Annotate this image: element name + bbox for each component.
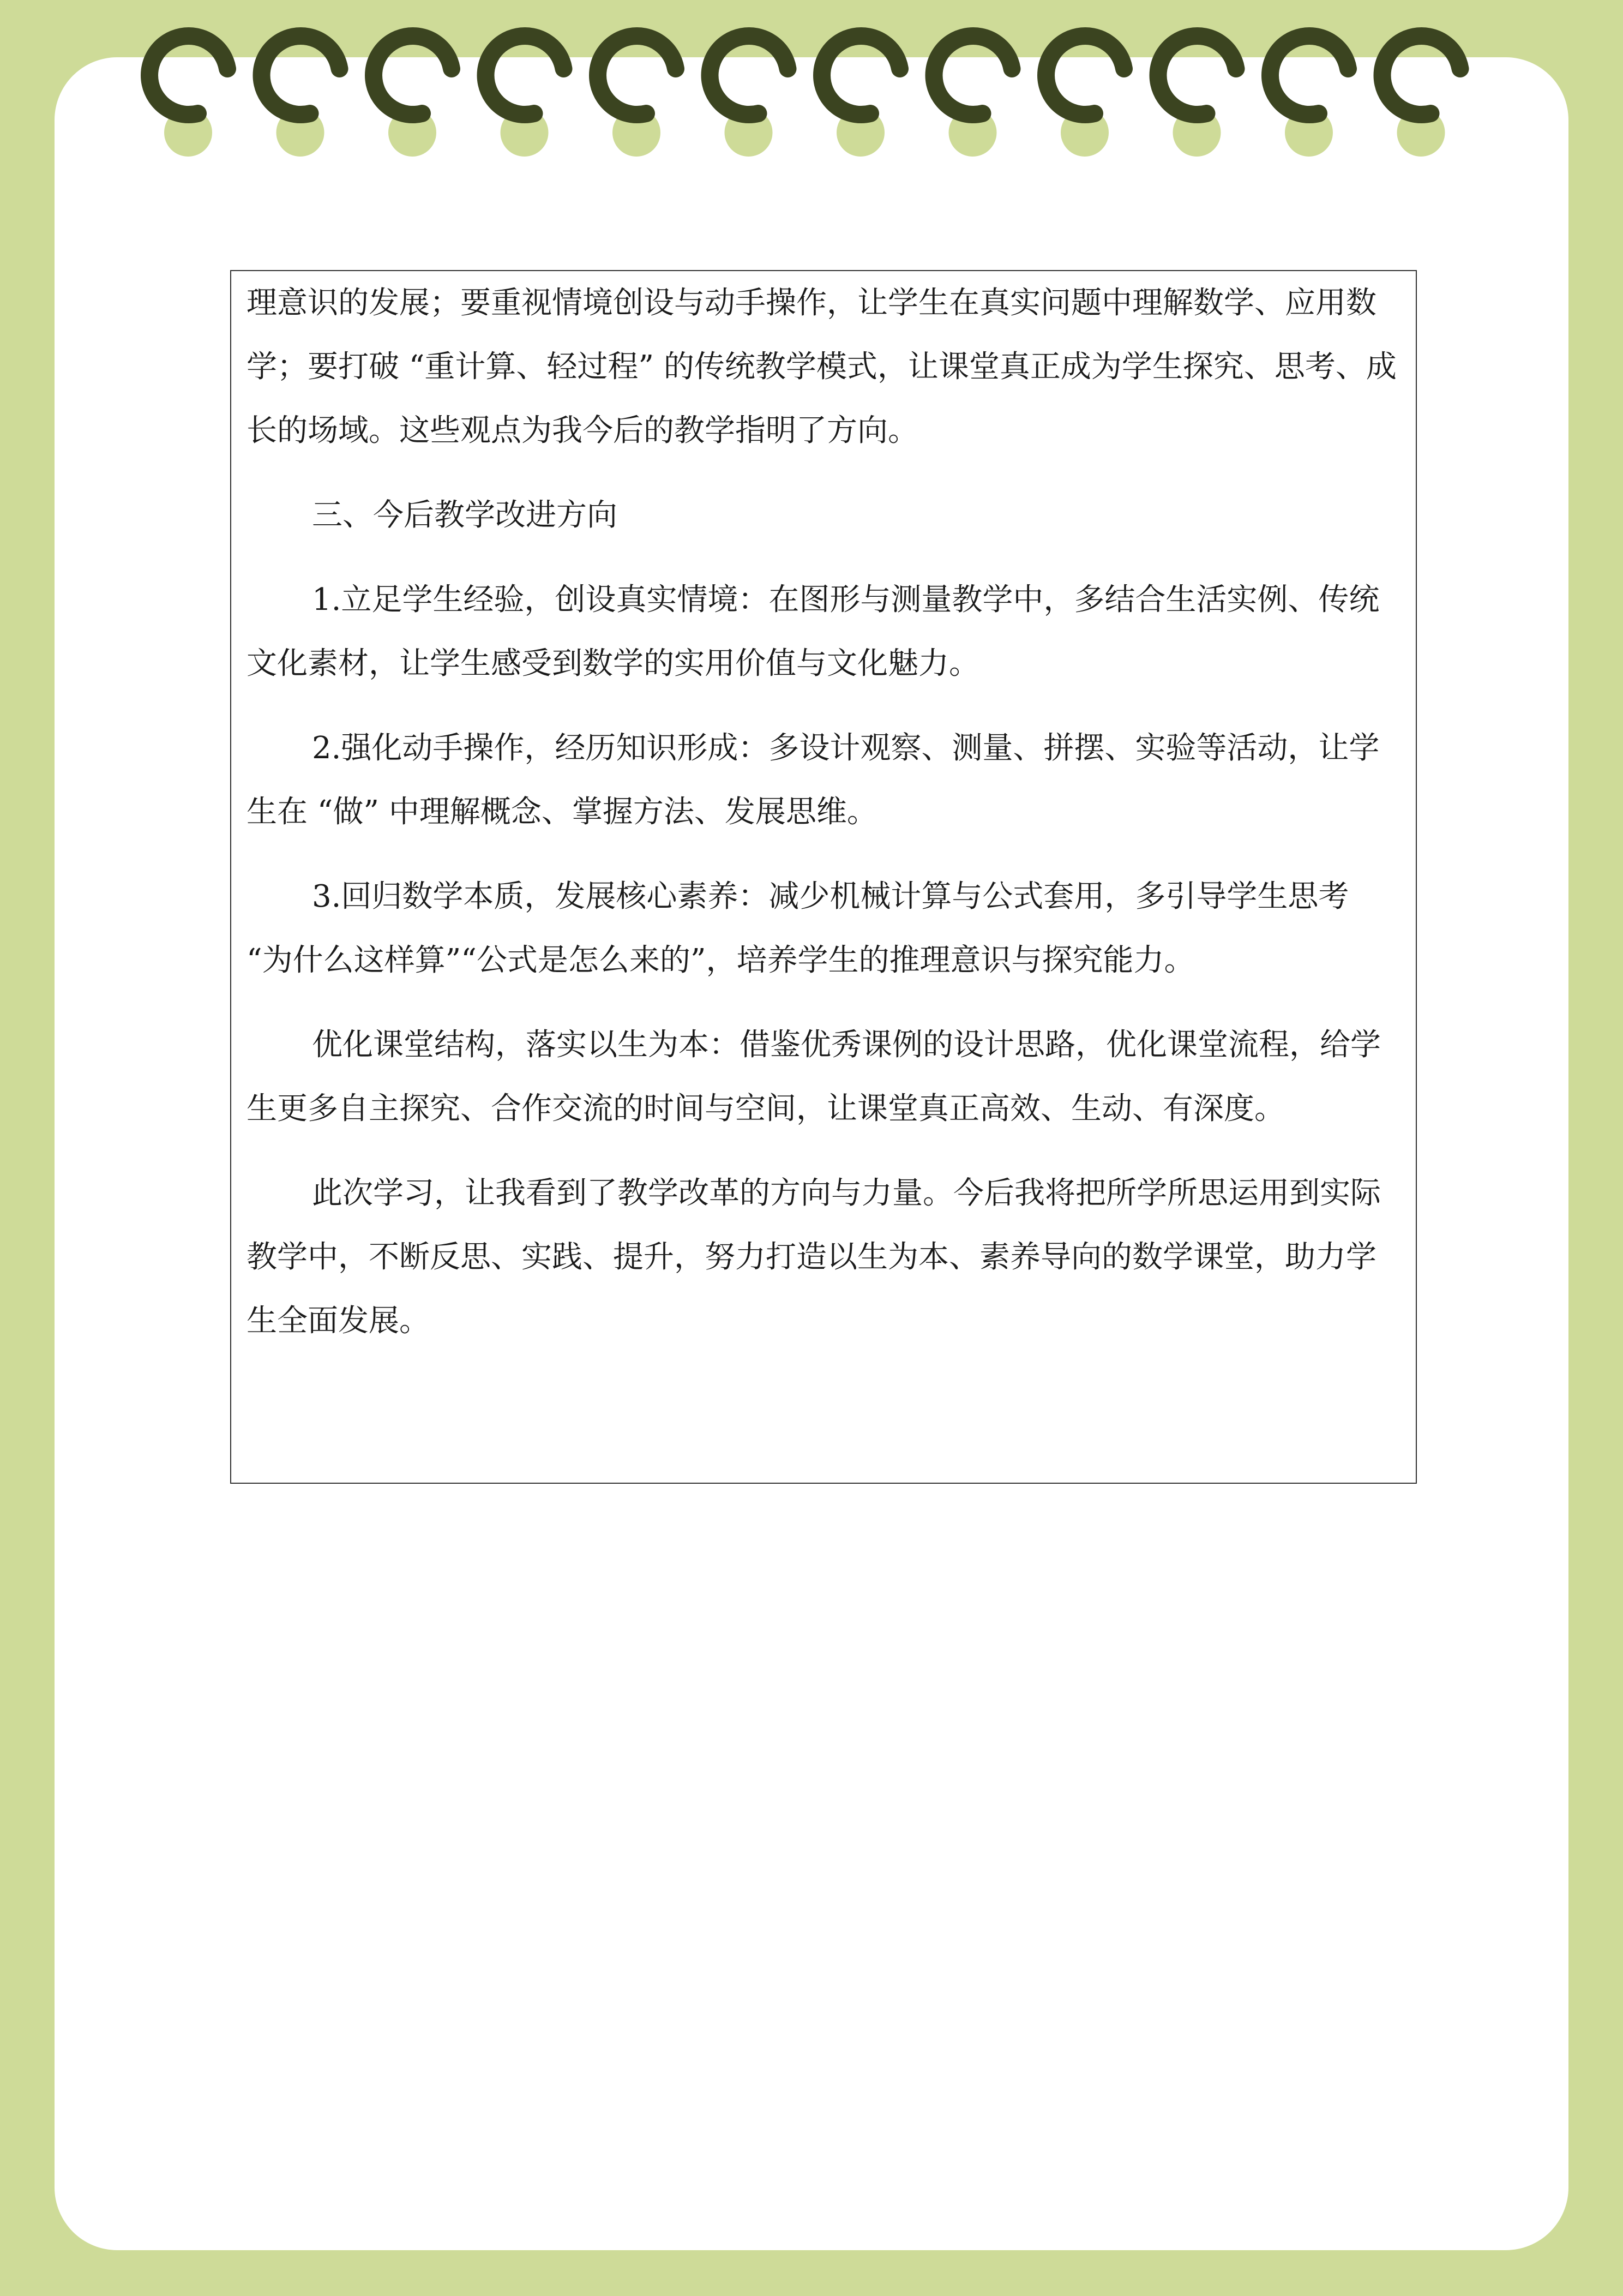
document-text-box [230,270,1417,1484]
section-heading: 三、今后教学改进方向 [312,497,617,533]
closing-paragraph: 此次学习，让我看到了教学改革的方向与力量。今后我将把所学所思运用到实际教学中，不断反思、实践、提升，努力打造以生为本、素养导向的数学课堂，助力学生全面发展。 [247,1176,1381,1339]
list-item-2: 2.强化动手操作，经历知识形成：多设计观察、测量、拼摆、实验等活动，让学生在 “做” 中理解概念、掌握方法、发展思维。 [247,730,1380,830]
list-item-1: 1.立足学生经验，创设真实情境：在图形与测量教学中，多结合生活实例、传统文化素材，让学生感受到数学的实用价值与文化魅力。 [247,582,1380,681]
paragraph-continuation: 理意识的发展；要重视情境创设与动手操作，让学生在真实问题中理解数学、应用数学；要打破 “重计算、轻过程” 的传统教学模式，让课堂真正成为学生探究、思考、成长的场域。这些观点为我今后的教学指明了方向。 [247,285,1397,448]
list-item-3: 3.回归数学本质，发展核心素养：减少机械计算与公式套用，多引导学生思考 “为什么这样算”“公式是怎么来的”，培养学生的推理意识与探究能力。 [247,879,1349,978]
list-item-4: 优化课堂结构，落实以生为本：借鉴优秀课例的设计思路，优化课堂流程，给学生更多自主探究、合作交流的时间与空间，让课堂真正高效、生动、有深度。 [247,1027,1381,1126]
